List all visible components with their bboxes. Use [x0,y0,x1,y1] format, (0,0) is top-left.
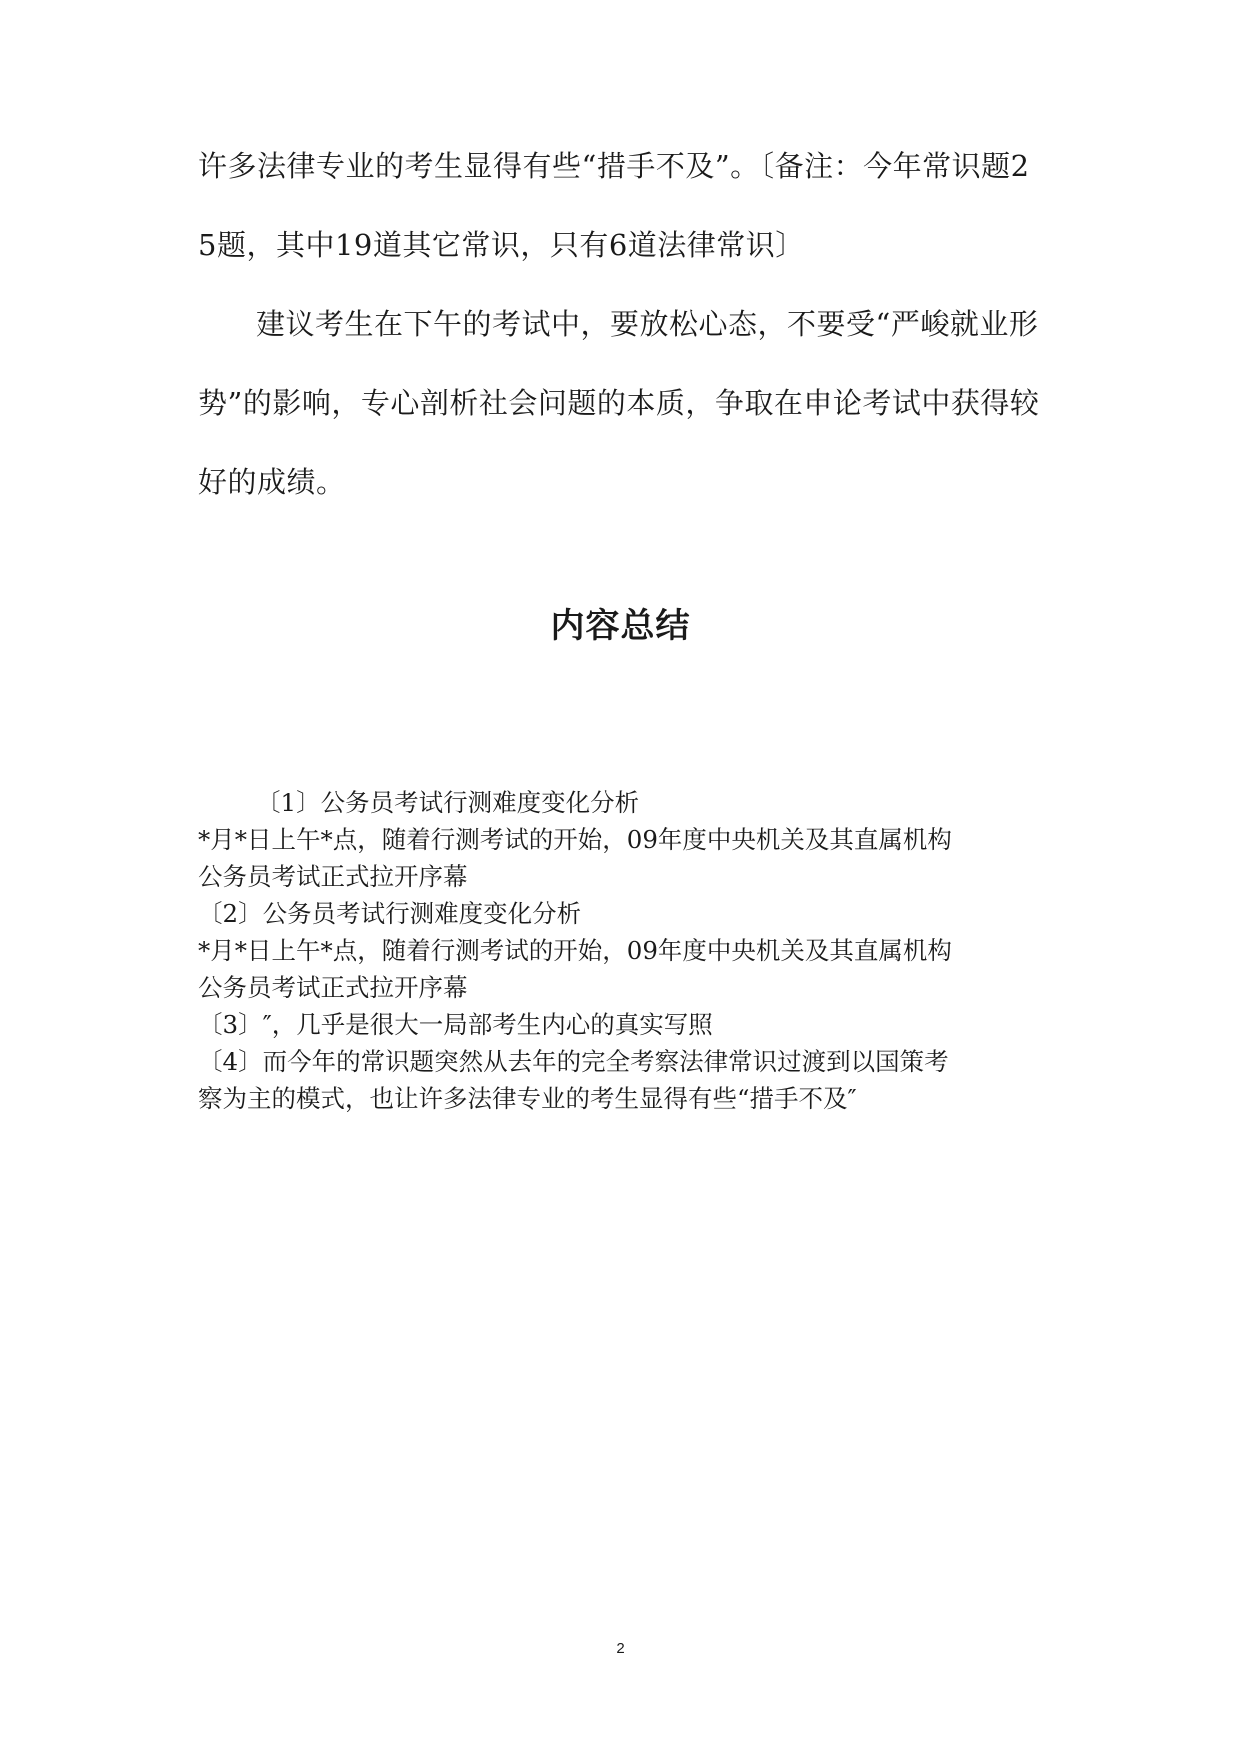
body-line: 好的成绩。 [198,465,346,499]
body-line: 建议考生在下午的考试中，要放松心态，不要受“严峻就业形 [256,307,1039,341]
summary-line: 公务员考试正式拉开序幕 [198,862,468,891]
summary-line: 〔4〕而今年的常识题突然从去年的完全考察法律常识过渡到以国策考 [198,1047,949,1076]
body-line: 5题，其中19道其它常识，只有6道法律常识〕 [198,228,805,262]
page-number: 2 [616,1640,625,1657]
summary-line: 〔3〕″，几乎是很大一局部考生内心的真实写照 [198,1010,713,1039]
body-line: 许多法律专业的考生显得有些“措手不及”。〔备注：今年常识题2 [198,149,1030,183]
summary-line: *月*日上午*点，随着行测考试的开始，09年度中央机关及其直属机构 [198,825,952,854]
body-line: 势”的影响，专心剖析社会问题的本质，争取在申论考试中获得较 [198,386,1040,420]
summary-line: 〔1〕公务员考试行测难度变化分析 [256,788,640,817]
summary-line: 公务员考试正式拉开序幕 [198,973,468,1002]
summary-line: *月*日上午*点，随着行测考试的开始，09年度中央机关及其直属机构 [198,936,952,965]
summary-title: 内容总结 [550,606,691,646]
summary-line: 〔2〕公务员考试行测难度变化分析 [198,899,582,928]
summary-line: 察为主的模式，也让许多法律专业的考生显得有些“措手不及″ [198,1084,857,1113]
